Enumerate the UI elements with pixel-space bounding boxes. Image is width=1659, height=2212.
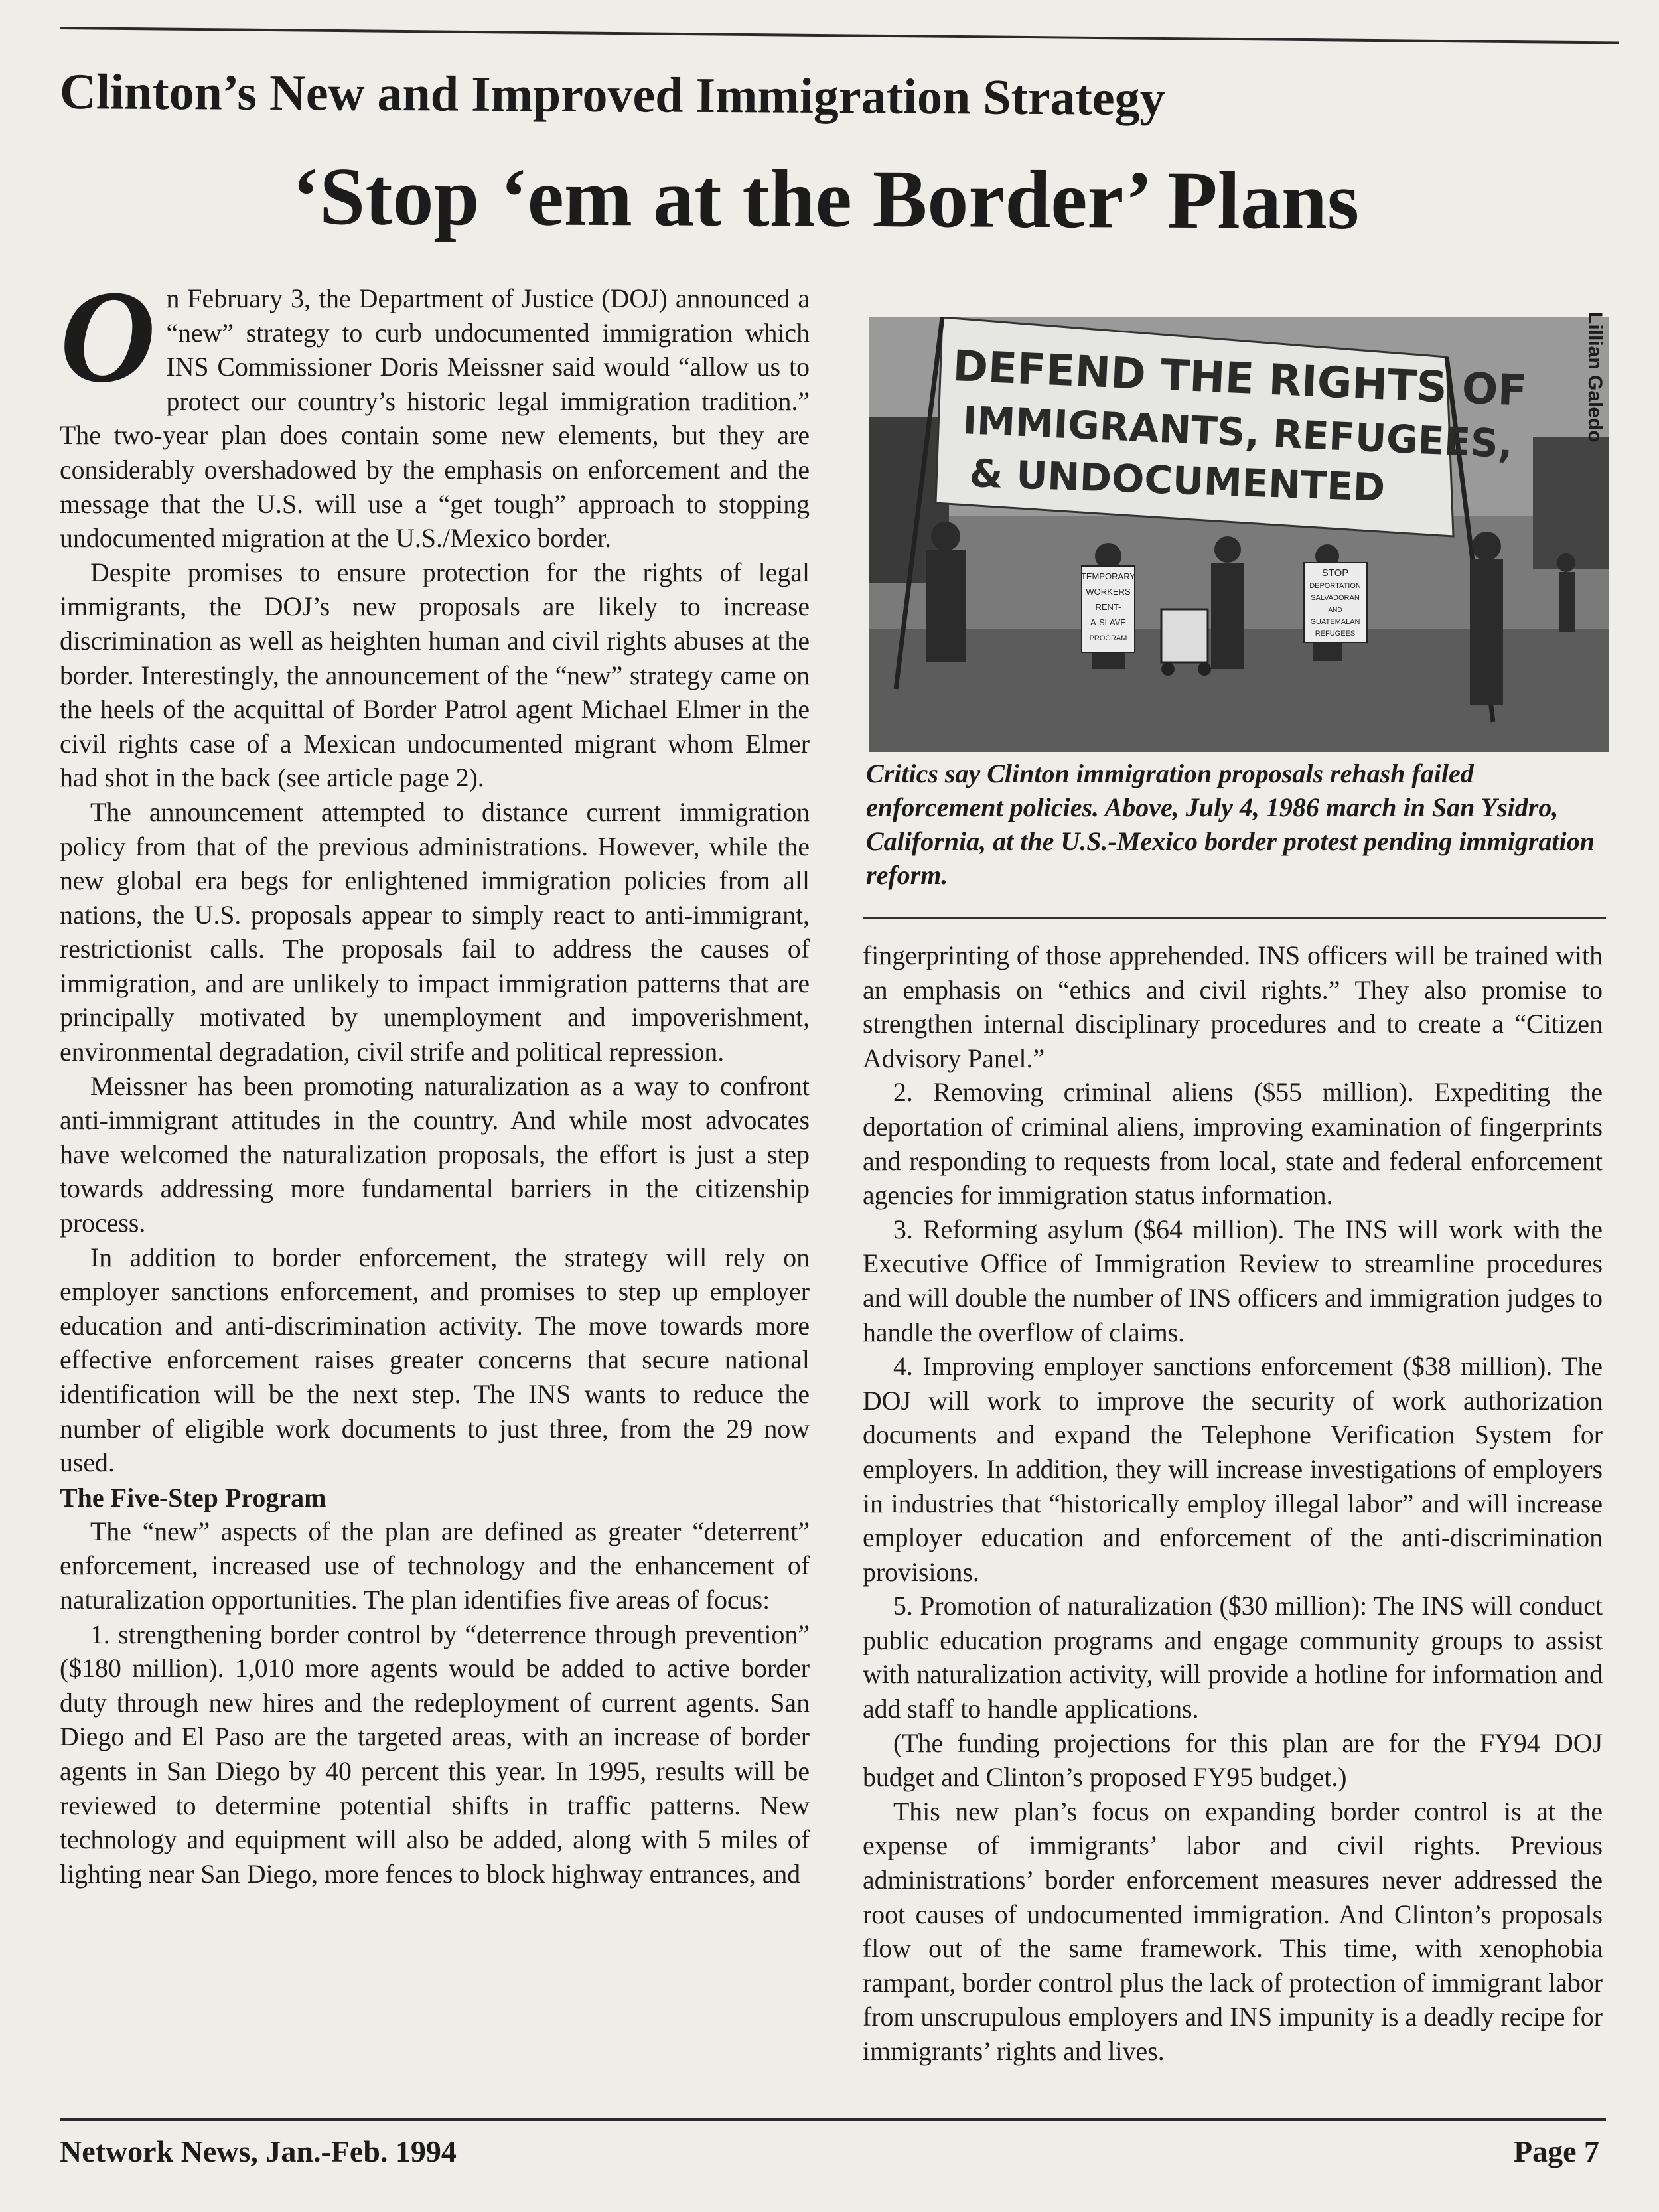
- page-number: Page 7: [1513, 2134, 1599, 2168]
- body-paragraph: fingerprinting of those apprehended. INS officers will be trained with an emphasis on “ethics and civil rights.” They also promise to strengthen internal disciplinary procedures and to create a “Citizen Advisory Panel.”: [863, 941, 1603, 1073]
- article-kicker: Clinton’s New and Improved Immigration Strategy: [59, 64, 1165, 127]
- lead-paragraph: On February 3, the Department of Justice (DOJ) announced a “new” strategy to curb undocumented immigration which INS Commissioner Doris Meissner said would “allow us to protect our country’s historic legal immigration tradition.” The two-year plan does contain some new elements, but they are considerably overshadowed by the emphasis on enforcement and the message that the U.S. will use a “get tough” approach to stopping undocumented migration at the U.S./Mexico border.: [60, 263, 810, 553]
- drop-cap: O: [60, 263, 156, 410]
- protest-sign-1: [1081, 566, 1135, 652]
- caption-divider: [863, 917, 1606, 919]
- banner-line-2: IMMIGRANTS, REFUGEES,: [962, 398, 1514, 467]
- svg-text:WORKERS: WORKERS: [1086, 587, 1131, 597]
- publication-footer: Network News, Jan.-Feb. 1994: [60, 2134, 457, 2168]
- body-paragraph: 2. Removing criminal aliens ($55 million). Expediting the deportation of criminal aliens, improving examination of fingerprints and responding to requests from local, state and federal enforcement agencies for immigration status information.: [863, 1078, 1603, 1211]
- body-paragraph: The “new” aspects of the plan are defined as greater “deterrent” enforcement, increased use of technology and the enhancement of naturalization opportunities. The plan identifies five areas of focus:: [60, 1516, 810, 1615]
- article-headline: ‘Stop ‘em at the Border’ Plans: [291, 151, 1360, 247]
- svg-text:RENT-: RENT-: [1095, 602, 1121, 612]
- svg-text:SALVADORAN: SALVADORAN: [1311, 594, 1360, 602]
- body-paragraph: The announcement attempted to distance current immigration policy from that of the previous administrations. However, while the new global era begs for enlightened immigration policies from all nations, the U.S. proposals appear to simply react to anti-immigrant, restrictionist calls. The proposals fail to address the causes of immigration, and are unlikely to impact immigration patterns that are principally motivated by unemployment and impoverishment, environmental degradation, civil strife and political repression.: [60, 797, 810, 1067]
- body-paragraph: Despite promises to ensure protection for the rights of legal immigrants, the DOJ’s new proposals are likely to increase discrimination as well as heighten human and civil rights abuses at the border. Interestingly, the announcement of the “new” strategy came on the heels of the acquittal of Border Patrol agent Michael Elmer in the civil rights case of a Mexican undocumented migrant whom Elmer had shot in the back (see article page 2).: [60, 557, 810, 793]
- svg-text:GUATEMALAN: GUATEMALAN: [1310, 618, 1360, 626]
- svg-text:TEMPORARY: TEMPORARY: [1080, 571, 1136, 581]
- banner-line-3: & UNDOCUMENTED: [968, 451, 1386, 510]
- march-photo: [869, 317, 1609, 752]
- body-paragraph: This new plan’s focus on expanding border control is at the expense of immigrants’ labor and civil rights. Previous administrations’ border enforcement measures never addressed the root causes of undocumented immigration. And Clinton’s proposals flow out of the same framework. This time, with xenophobia rampant, border control plus the lack of protection of immigrant labor from unscrupulous employers and INS impunity is a deadly recipe for immigrants’ rights and lives.: [863, 1797, 1603, 2066]
- body-paragraph: Meissner has been promoting naturalization as a way to confront anti-immigrant attitudes in the country. And while most advocates have welcomed the naturalization proposals, the effort is just a step towards addressing more fundamental barriers in the citizenship process.: [60, 1071, 810, 1238]
- body-paragraph: (The funding projections for this plan are for the FY94 DOJ budget and Clinton’s proposed FY95 budget.): [863, 1728, 1603, 1793]
- svg-text:A-SLAVE: A-SLAVE: [1090, 617, 1126, 627]
- march-photo-illustration: [869, 317, 1609, 752]
- svg-text:STOP: STOP: [1321, 567, 1349, 579]
- footer-rule: [60, 2118, 1606, 2121]
- protest-sign-2: [1304, 563, 1367, 642]
- photo-caption: Critics say Clinton immigration proposals rehash failed enforcement policies. Above, July 4, 1986 march in San Ysidro, California, at the U.S.-Mexico border protest pending immigration reform.: [866, 759, 1595, 890]
- body-paragraph: 3. Reforming asylum ($64 million). The INS will work with the Executive Office of Immigration Review to streamline procedures and will double the number of INS officers and immigration judges to handle the overflow of claims.: [863, 1215, 1603, 1347]
- banner-line-1: DEFEND THE RIGHTS OF: [952, 342, 1528, 416]
- body-paragraph: In addition to border enforcement, the strategy will rely on employer sanctions enforcement, and promises to step up employer education and anti-discrimination activity. The move towards more effective enforcement raises greater concerns that secure national identification will be the next step. The INS wants to reduce the number of eligible work documents to just three, from the 29 now used.: [60, 1242, 810, 1478]
- svg-text:DEPORTATION: DEPORTATION: [1309, 582, 1361, 590]
- left-column: [60, 263, 810, 1891]
- body-paragraph: 1. strengthening border control by “deterrence through prevention” ($180 million). 1,010 more agents would be added to active border duty through new hires and the redeployment of current agents. San Diego and El Paso are the targeted areas, with an increase of border agents in San Diego by 40 percent this year. In 1995, results will be reviewed to determine potential shifts in traffic patterns. New technology and equipment will also be added, along with 5 miles of lighting near San Diego, more fences to block highway entrances, and: [60, 1619, 810, 1889]
- right-column: [863, 939, 1603, 2069]
- body-paragraph: 5. Promotion of naturalization ($30 million): The INS will conduct public education programs and engage community groups to assist with naturalization activity, will provide a hotline for information and add staff to handle applications.: [863, 1591, 1603, 1724]
- top-rule: [60, 27, 1619, 44]
- svg-text:AND: AND: [1328, 607, 1342, 614]
- svg-text:PROGRAM: PROGRAM: [1089, 634, 1127, 642]
- section-subhead: The Five-Step Program: [60, 1482, 326, 1512]
- photo-credit: Lillian Galedo: [1584, 312, 1606, 443]
- body-paragraph: 4. Improving employer sanctions enforcement ($38 million). The DOJ will work to improve the security of work authorization documents and expand the Telephone Verification System for employers. In addition, they will increase investigations of employers in industries that “historically employ illegal labor” and will increase employer education and enforcement of the anti-discrimination provisions.: [863, 1352, 1603, 1587]
- svg-text:REFUGEES: REFUGEES: [1315, 630, 1356, 638]
